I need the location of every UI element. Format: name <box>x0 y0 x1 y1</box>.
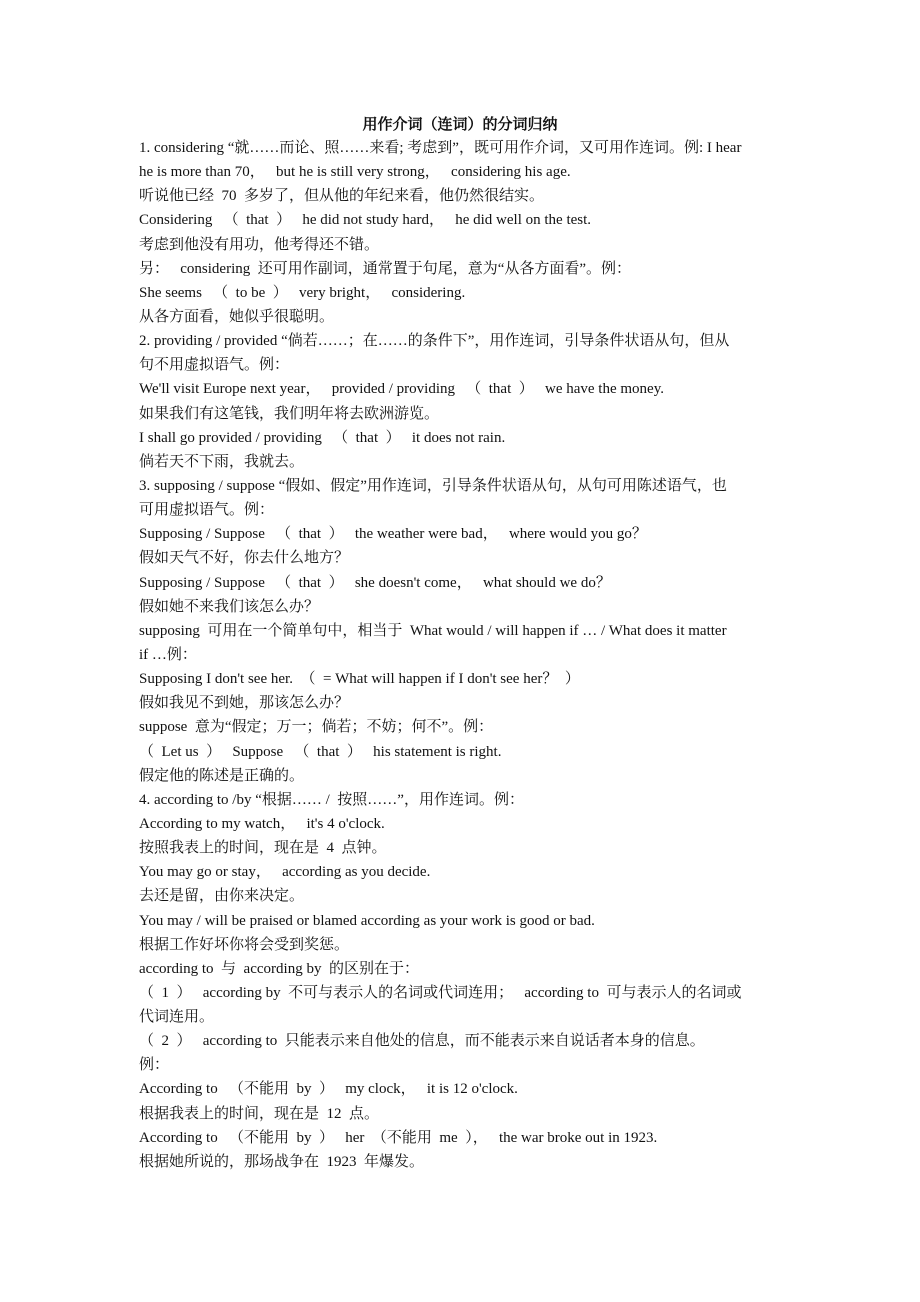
text-line: 例： <box>139 1057 170 1074</box>
document-title: 用作介词（连词）的分词归纳 <box>362 117 558 133</box>
text-line: According to my watch， it's 4 o'clock. <box>139 815 385 832</box>
text-line: 从各方面看，她似乎很聪明。 <box>139 308 335 325</box>
text-line: I shall go provided / providing （ that ） it does not rain. <box>139 429 506 446</box>
text-line: 假如天气不好，你去什么地方？ <box>139 550 350 567</box>
text-line: 根据工作好坏你将会受到奖惩。 <box>139 936 350 953</box>
text-line: Supposing I don't see her. （ = What will happen if I don't see her？ ） <box>139 671 580 688</box>
text-line: 可用虚拟语气。例： <box>139 502 275 519</box>
text-line: 按照我表上的时间，现在是 4 点钟。 <box>139 840 387 857</box>
text-line: he is more than 70， but he is still very strong， considering his age. <box>139 164 571 181</box>
text-line: according to 与 according by 的区别在于： <box>139 960 419 977</box>
text-line: 假定他的陈述是正确的。 <box>139 767 305 784</box>
text-line: 3. supposing / suppose “假如、假定”用作连词，引导条件状语从句，从句可用陈述语气，也 <box>139 477 727 494</box>
text-line: if …例： <box>139 646 197 663</box>
text-line: You may / will be praised or blamed according as your work is good or bad. <box>139 912 595 929</box>
text-line: 1. considering “就……而论、照……来看; 考虑到”，既可用作介词，又可用作连词。例: I hear <box>139 140 742 156</box>
text-line: According to （不能用 by ） her （不能用 me ）， the war broke out in 1923. <box>139 1129 658 1146</box>
text-line: 另： considering 还可用作副词，通常置于句尾，意为“从各方面看”。例： <box>139 260 632 277</box>
text-line: （ Let us ） Suppose （ that ） his statement is right. <box>139 743 502 760</box>
text-line: 如果我们有这笔钱，我们明年将去欧洲游览。 <box>139 405 440 422</box>
text-line: You may go or stay， according as you decide. <box>139 864 431 881</box>
document-body <box>139 136 787 1174</box>
text-line: 听说他已经 70 多岁了，但从他的年纪来看，他仍然很结实。 <box>139 188 545 205</box>
text-line: 考虑到他没有用功，他考得还不错。 <box>139 236 380 253</box>
text-line: 根据她所说的，那场战争在 1923 年爆发。 <box>139 1153 425 1170</box>
text-line: 句不用虚拟语气。例： <box>139 357 290 374</box>
text-line: supposing 可用在一个简单句中，相当于 What would / will happen if … / What does it matter <box>139 622 727 639</box>
text-line: According to （不能用 by ） my clock， it is 12 o'clock. <box>139 1081 518 1098</box>
text-line: 假如她不来我们该怎么办？ <box>139 598 320 615</box>
text-line: （ 2 ） according to 只能表示来自他处的信息，而不能表示来自说话者本身的信息。 <box>139 1033 705 1050</box>
text-line: suppose 意为“假定；万一；倘若；不妨；何不”。例： <box>139 719 494 736</box>
text-line: 2. providing / provided “倘若……；在……的条件下”，用作连词，引导条件状语从句，但从 <box>139 333 730 350</box>
text-line: We'll visit Europe next year， provided / providing （ that ） we have the money. <box>139 381 664 398</box>
text-line: 假如我见不到她，那该怎么办？ <box>139 695 350 712</box>
text-line: She seems （ to be ） very bright， considering. <box>139 284 466 301</box>
text-line: 去还是留，由你来决定。 <box>139 888 305 905</box>
text-line: Considering （ that ） he did not study hard， he did well on the test. <box>139 212 592 229</box>
text-line: 倘若天不下雨，我就去。 <box>139 453 305 470</box>
text-line: 根据我表上的时间，现在是 12 点。 <box>139 1105 380 1122</box>
text-line: Supposing / Suppose （ that ） the weather were bad， where would you go？ <box>139 526 647 543</box>
text-line: 4. according to /by “根据…… / 按照……”，用作连词。例： <box>139 791 524 808</box>
text-line: Supposing / Suppose （ that ） she doesn't come， what should we do？ <box>139 574 611 591</box>
text-line: 代词连用。 <box>139 1009 215 1026</box>
text-line: （ 1 ） according by 不可与表示人的名词或代词连用； according to 可与表示人的名词或 <box>139 984 742 1001</box>
